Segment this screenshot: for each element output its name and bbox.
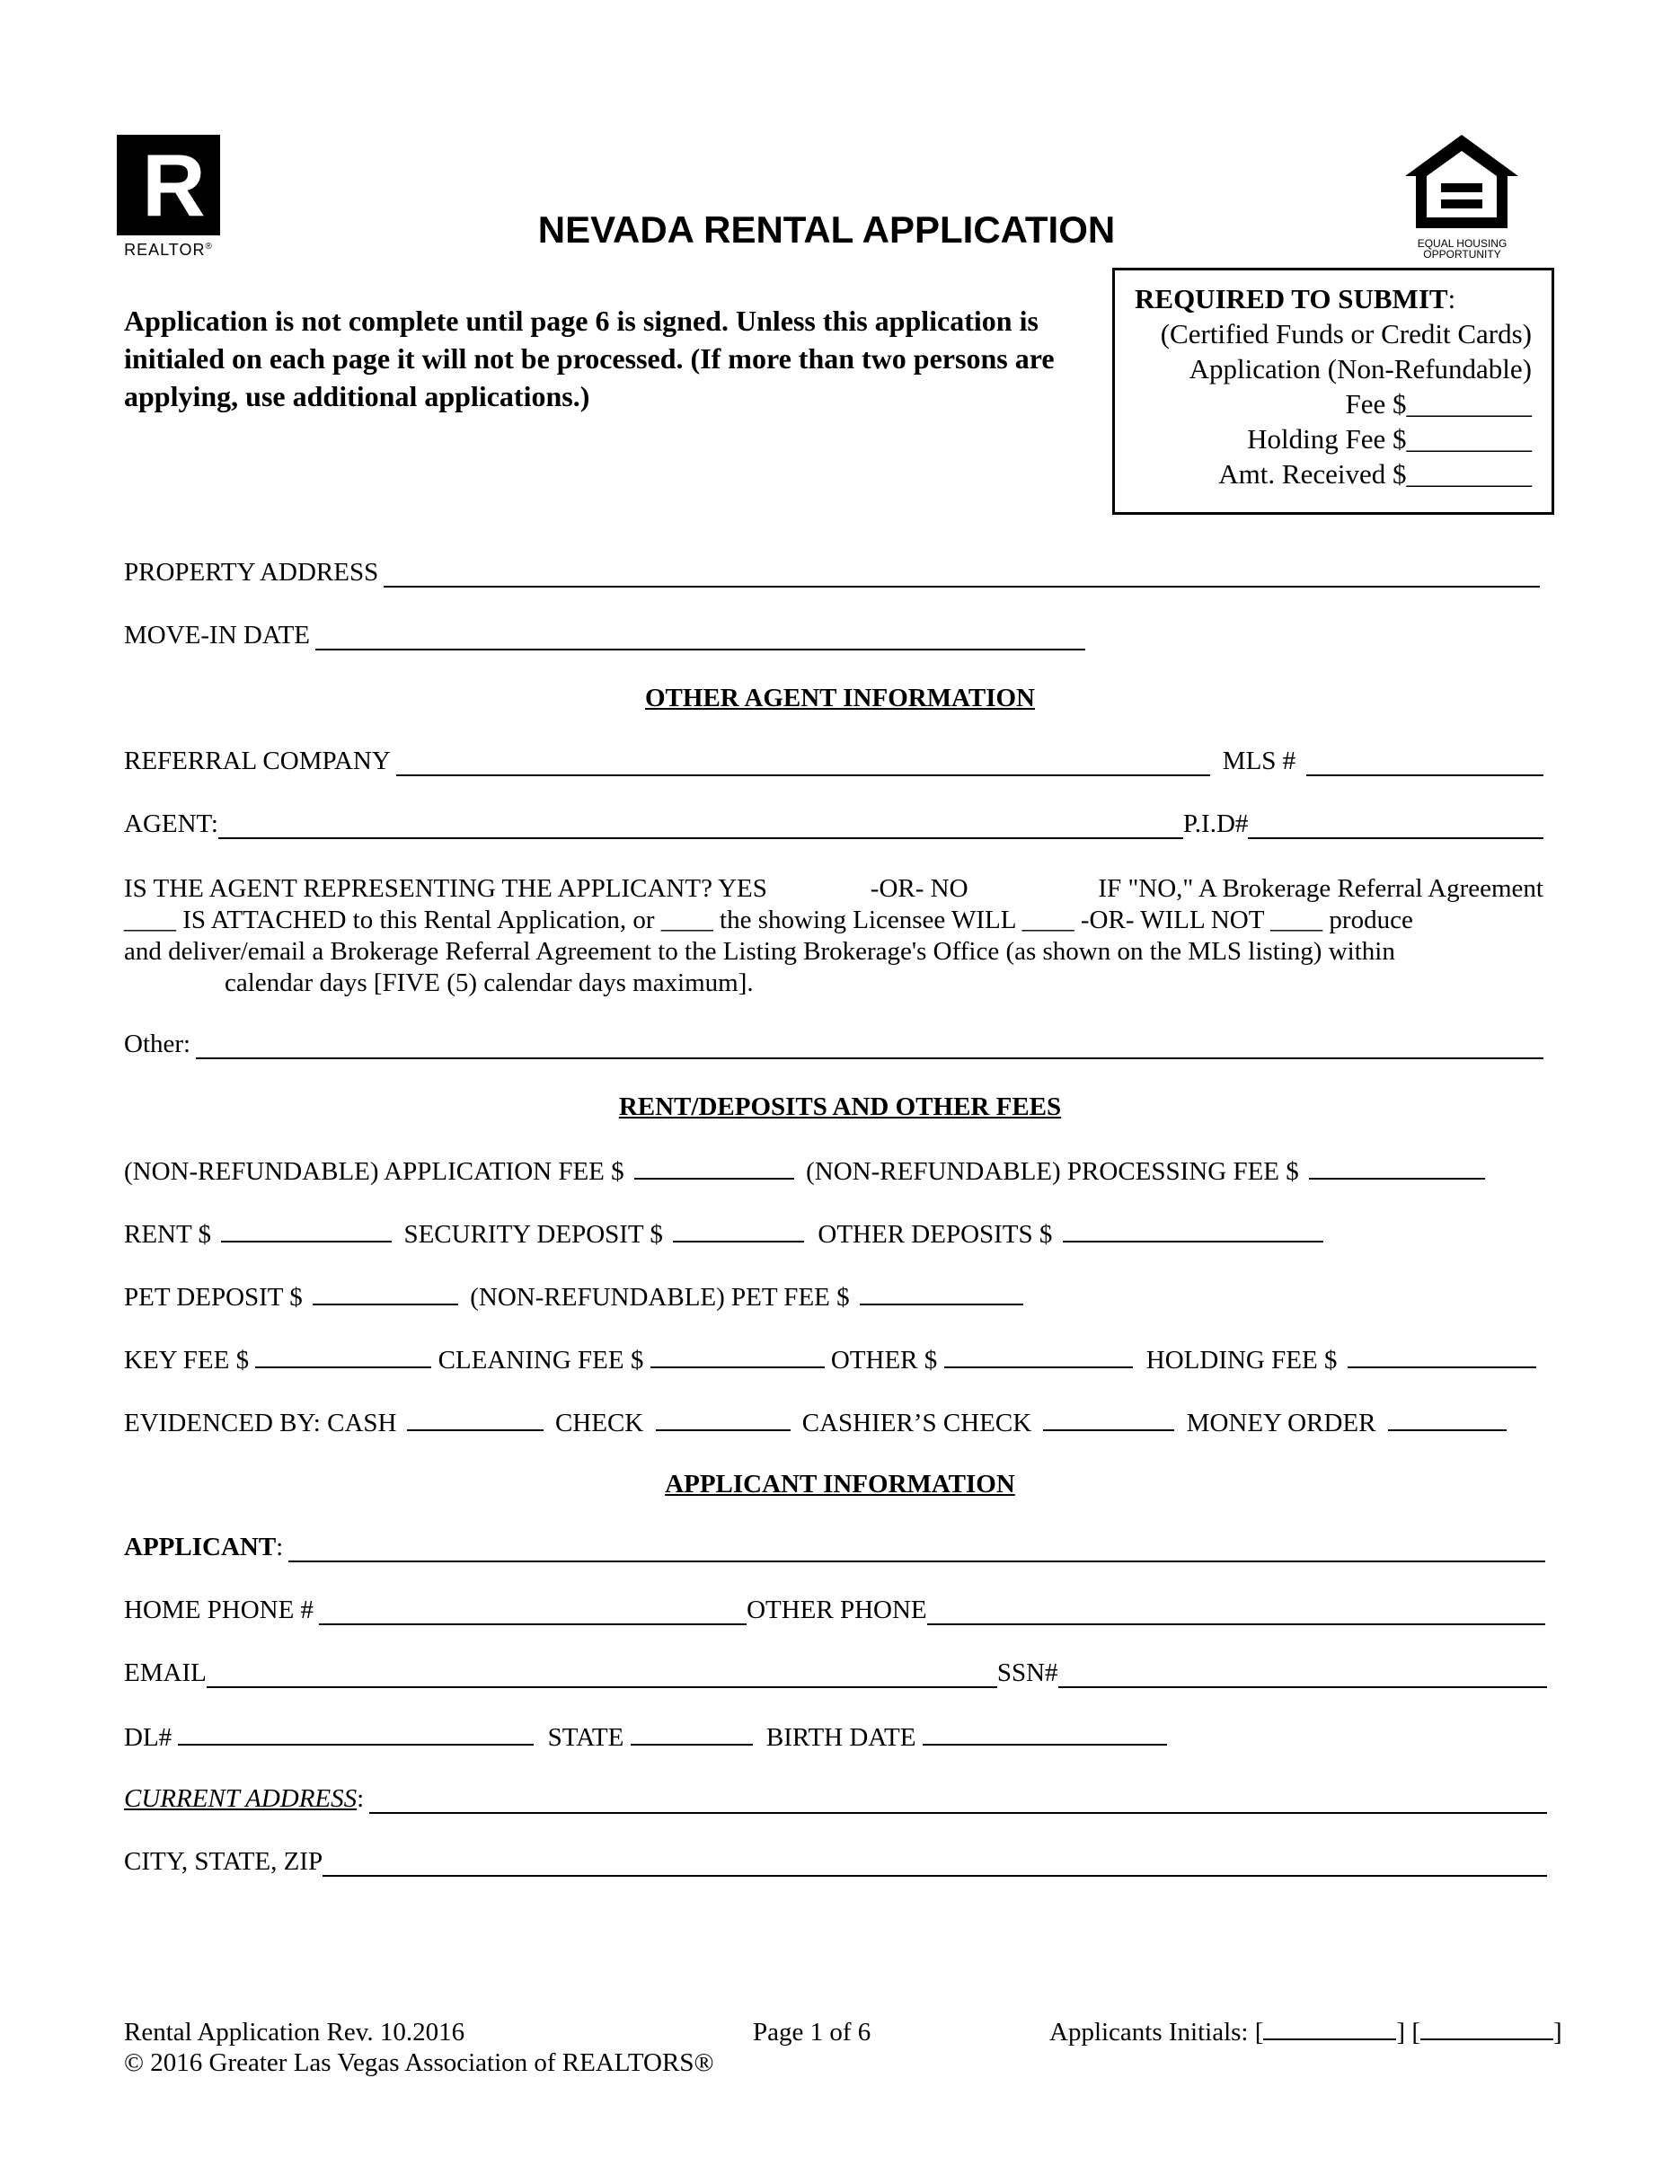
current-address-field[interactable] — [369, 1789, 1547, 1814]
evidenced-by-row — [124, 1406, 1507, 1438]
rent-fees-heading: RENT/DEPOSITS AND OTHER FEES — [618, 1092, 1062, 1121]
pet-fee-field[interactable] — [860, 1280, 1023, 1305]
mls-field[interactable] — [1306, 751, 1543, 776]
move-in-label: MOVE-IN DATE — [124, 621, 310, 650]
agent-label: AGENT: — [124, 809, 218, 838]
representation-line-2: ____ IS ATTACHED to this Rental Application, or ____ the showing Licensee WILL ____ -OR- WILL NOT ____ produce — [124, 906, 1413, 934]
rent-field[interactable] — [221, 1217, 392, 1242]
key-fee-label: KEY FEE $ — [124, 1346, 250, 1375]
state-label: STATE — [547, 1723, 624, 1752]
processing-fee-label: (NON-REFUNDABLE) PROCESSING FEE $ — [806, 1157, 1299, 1186]
birth-date-label: BIRTH DATE — [765, 1723, 916, 1752]
copyright-text: © 2016 Greater Las Vegas Association of REALTORS® — [124, 2048, 714, 2077]
evidenced-cash-label: EVIDENCED BY: CASH — [124, 1409, 397, 1437]
home-phone-field[interactable] — [319, 1600, 747, 1625]
pid-label: P.I.D# — [1182, 809, 1249, 838]
dl-row — [124, 1720, 1167, 1753]
birth-date-field[interactable] — [923, 1720, 1167, 1746]
key-fee-field[interactable] — [255, 1343, 431, 1368]
representing-question: IS THE AGENT REPRESENTING THE APPLICANT? YES — [124, 874, 767, 903]
check-label: CHECK — [554, 1409, 644, 1437]
dl-field[interactable] — [178, 1720, 534, 1746]
representation-line-3: and deliver/email a Brokerage Referral Agreement to the Listing Brokerage's Office (as shown on the MLS listing) within — [124, 937, 1395, 966]
application-fee-row — [124, 1154, 1485, 1187]
pet-fee-label: (NON-REFUNDABLE) PET FEE $ — [470, 1283, 850, 1312]
page-number: Page 1 of 6 — [753, 2018, 871, 2047]
state-field[interactable] — [631, 1720, 753, 1746]
application-fee-line[interactable]: Fee $_________ — [1345, 388, 1532, 420]
agent-row — [124, 809, 1543, 839]
key-fee-row — [124, 1343, 1536, 1375]
other-fee-label: OTHER $ — [830, 1346, 938, 1375]
required-line-1: (Certified Funds or Credit Cards) — [1160, 318, 1532, 349]
holding-fee-label: HOLDING FEE $ — [1145, 1346, 1338, 1375]
cashiers-check-label: CASHIER’S CHECK — [801, 1409, 1032, 1437]
money-order-field[interactable] — [1388, 1406, 1507, 1431]
page-title: NEVADA RENTAL APPLICATION — [537, 208, 1116, 251]
money-order-label: MONEY ORDER — [1186, 1409, 1376, 1437]
agent-representation-paragraph — [124, 873, 1543, 999]
other-fee-field[interactable] — [944, 1343, 1133, 1368]
initials-field-1[interactable] — [1263, 2017, 1396, 2040]
cash-field[interactable] — [407, 1406, 544, 1431]
pet-row — [124, 1280, 1023, 1313]
equal-housing-caption: EQUAL HOUSING OPPORTUNITY — [1417, 237, 1508, 261]
referral-company-label: REFERRAL COMPANY — [124, 747, 391, 775]
initials-field-2[interactable] — [1420, 2017, 1553, 2040]
other-field[interactable] — [196, 1034, 1543, 1059]
pid-field[interactable] — [1248, 814, 1543, 839]
property-address-row — [124, 557, 1540, 588]
home-phone-label: HOME PHONE # — [124, 1596, 314, 1624]
revision-text: Rental Application Rev. 10.2016 — [124, 2018, 465, 2047]
other-agent-heading: OTHER AGENT INFORMATION — [645, 684, 1035, 712]
cashiers-check-field[interactable] — [1043, 1406, 1174, 1431]
amount-received-line[interactable]: Amt. Received $_________ — [1218, 458, 1532, 490]
applicant-heading: APPLICANT INFORMATION — [665, 1470, 1015, 1499]
ssn-label: SSN# — [996, 1658, 1058, 1687]
cleaning-fee-label: CLEANING FEE $ — [438, 1346, 644, 1375]
applicant-row — [124, 1532, 1545, 1562]
city-state-zip-field[interactable] — [323, 1852, 1547, 1877]
current-address-label: CURRENT ADDRESS: — [124, 1784, 365, 1813]
realtor-letter: R — [142, 136, 206, 234]
other-phone-field[interactable] — [927, 1600, 1545, 1625]
required-heading: REQUIRED TO SUBMIT: — [1135, 283, 1456, 314]
dl-label: DL# — [124, 1723, 172, 1752]
email-row — [124, 1658, 1547, 1688]
pet-deposit-label: PET DEPOSIT $ — [124, 1283, 303, 1312]
completion-notice: Application is not complete until page 6 is signed. Unless this application is initialed on each page it will not be processed. (If more than two persons are applying, use additional applications.) — [124, 305, 1055, 412]
required-line-2: Application (Non-Refundable) — [1189, 353, 1532, 385]
representing-if-no: IF "NO," A Brokerage Referral Agreement — [1098, 874, 1543, 903]
required-to-submit-box — [1112, 268, 1554, 515]
cleaning-fee-field[interactable] — [650, 1343, 825, 1368]
rent-row — [124, 1217, 1323, 1250]
security-deposit-field[interactable] — [673, 1217, 804, 1242]
current-address-row — [124, 1783, 1547, 1814]
applicants-initials: Applicants Initials: [ ] [ ] — [1049, 2018, 1562, 2047]
realtor-word: REALTOR® — [124, 241, 213, 259]
agent-field[interactable] — [218, 814, 1183, 839]
other-phone-label: OTHER PHONE — [747, 1596, 927, 1624]
email-label: EMAIL — [124, 1658, 207, 1687]
phone-row — [124, 1595, 1545, 1625]
mls-label: MLS # — [1222, 747, 1296, 775]
other-row — [124, 1029, 1543, 1059]
move-in-date-field[interactable] — [315, 625, 1085, 650]
city-state-zip-label: CITY, STATE, ZIP — [124, 1847, 323, 1876]
holding-fee-field[interactable] — [1348, 1343, 1536, 1368]
rent-label: RENT $ — [124, 1220, 211, 1249]
email-field[interactable] — [207, 1663, 997, 1688]
footer — [124, 2017, 1561, 2078]
applicant-name-field[interactable] — [288, 1537, 1545, 1562]
property-address-field[interactable] — [384, 562, 1540, 588]
move-in-row — [124, 620, 1085, 650]
processing-fee-field[interactable] — [1309, 1154, 1485, 1180]
holding-fee-line[interactable]: Holding Fee $_________ — [1247, 423, 1532, 455]
representation-line-4: calendar days [FIVE (5) calendar days maximum]. — [225, 968, 754, 997]
pet-deposit-field[interactable] — [313, 1280, 458, 1305]
check-field[interactable] — [656, 1406, 791, 1431]
other-deposits-field[interactable] — [1063, 1217, 1323, 1242]
representation-line-1 — [124, 873, 1543, 905]
representing-no: -OR- NO — [870, 874, 968, 903]
applicant-label: APPLICANT: — [124, 1533, 284, 1561]
ssn-field[interactable] — [1058, 1663, 1547, 1688]
city-state-zip-row — [124, 1846, 1547, 1877]
other-label: Other: — [124, 1030, 191, 1058]
other-deposits-label: OTHER DEPOSITS $ — [818, 1220, 1053, 1249]
referral-company-field[interactable] — [396, 751, 1210, 776]
property-address-label: PROPERTY ADDRESS — [124, 558, 379, 587]
application-fee-label: (NON-REFUNDABLE) APPLICATION FEE $ — [124, 1157, 624, 1186]
footer-line-1 — [124, 2017, 1561, 2047]
referral-row — [124, 746, 1543, 776]
security-deposit-label: SECURITY DEPOSIT $ — [403, 1220, 663, 1249]
application-fee-field[interactable] — [634, 1154, 794, 1180]
